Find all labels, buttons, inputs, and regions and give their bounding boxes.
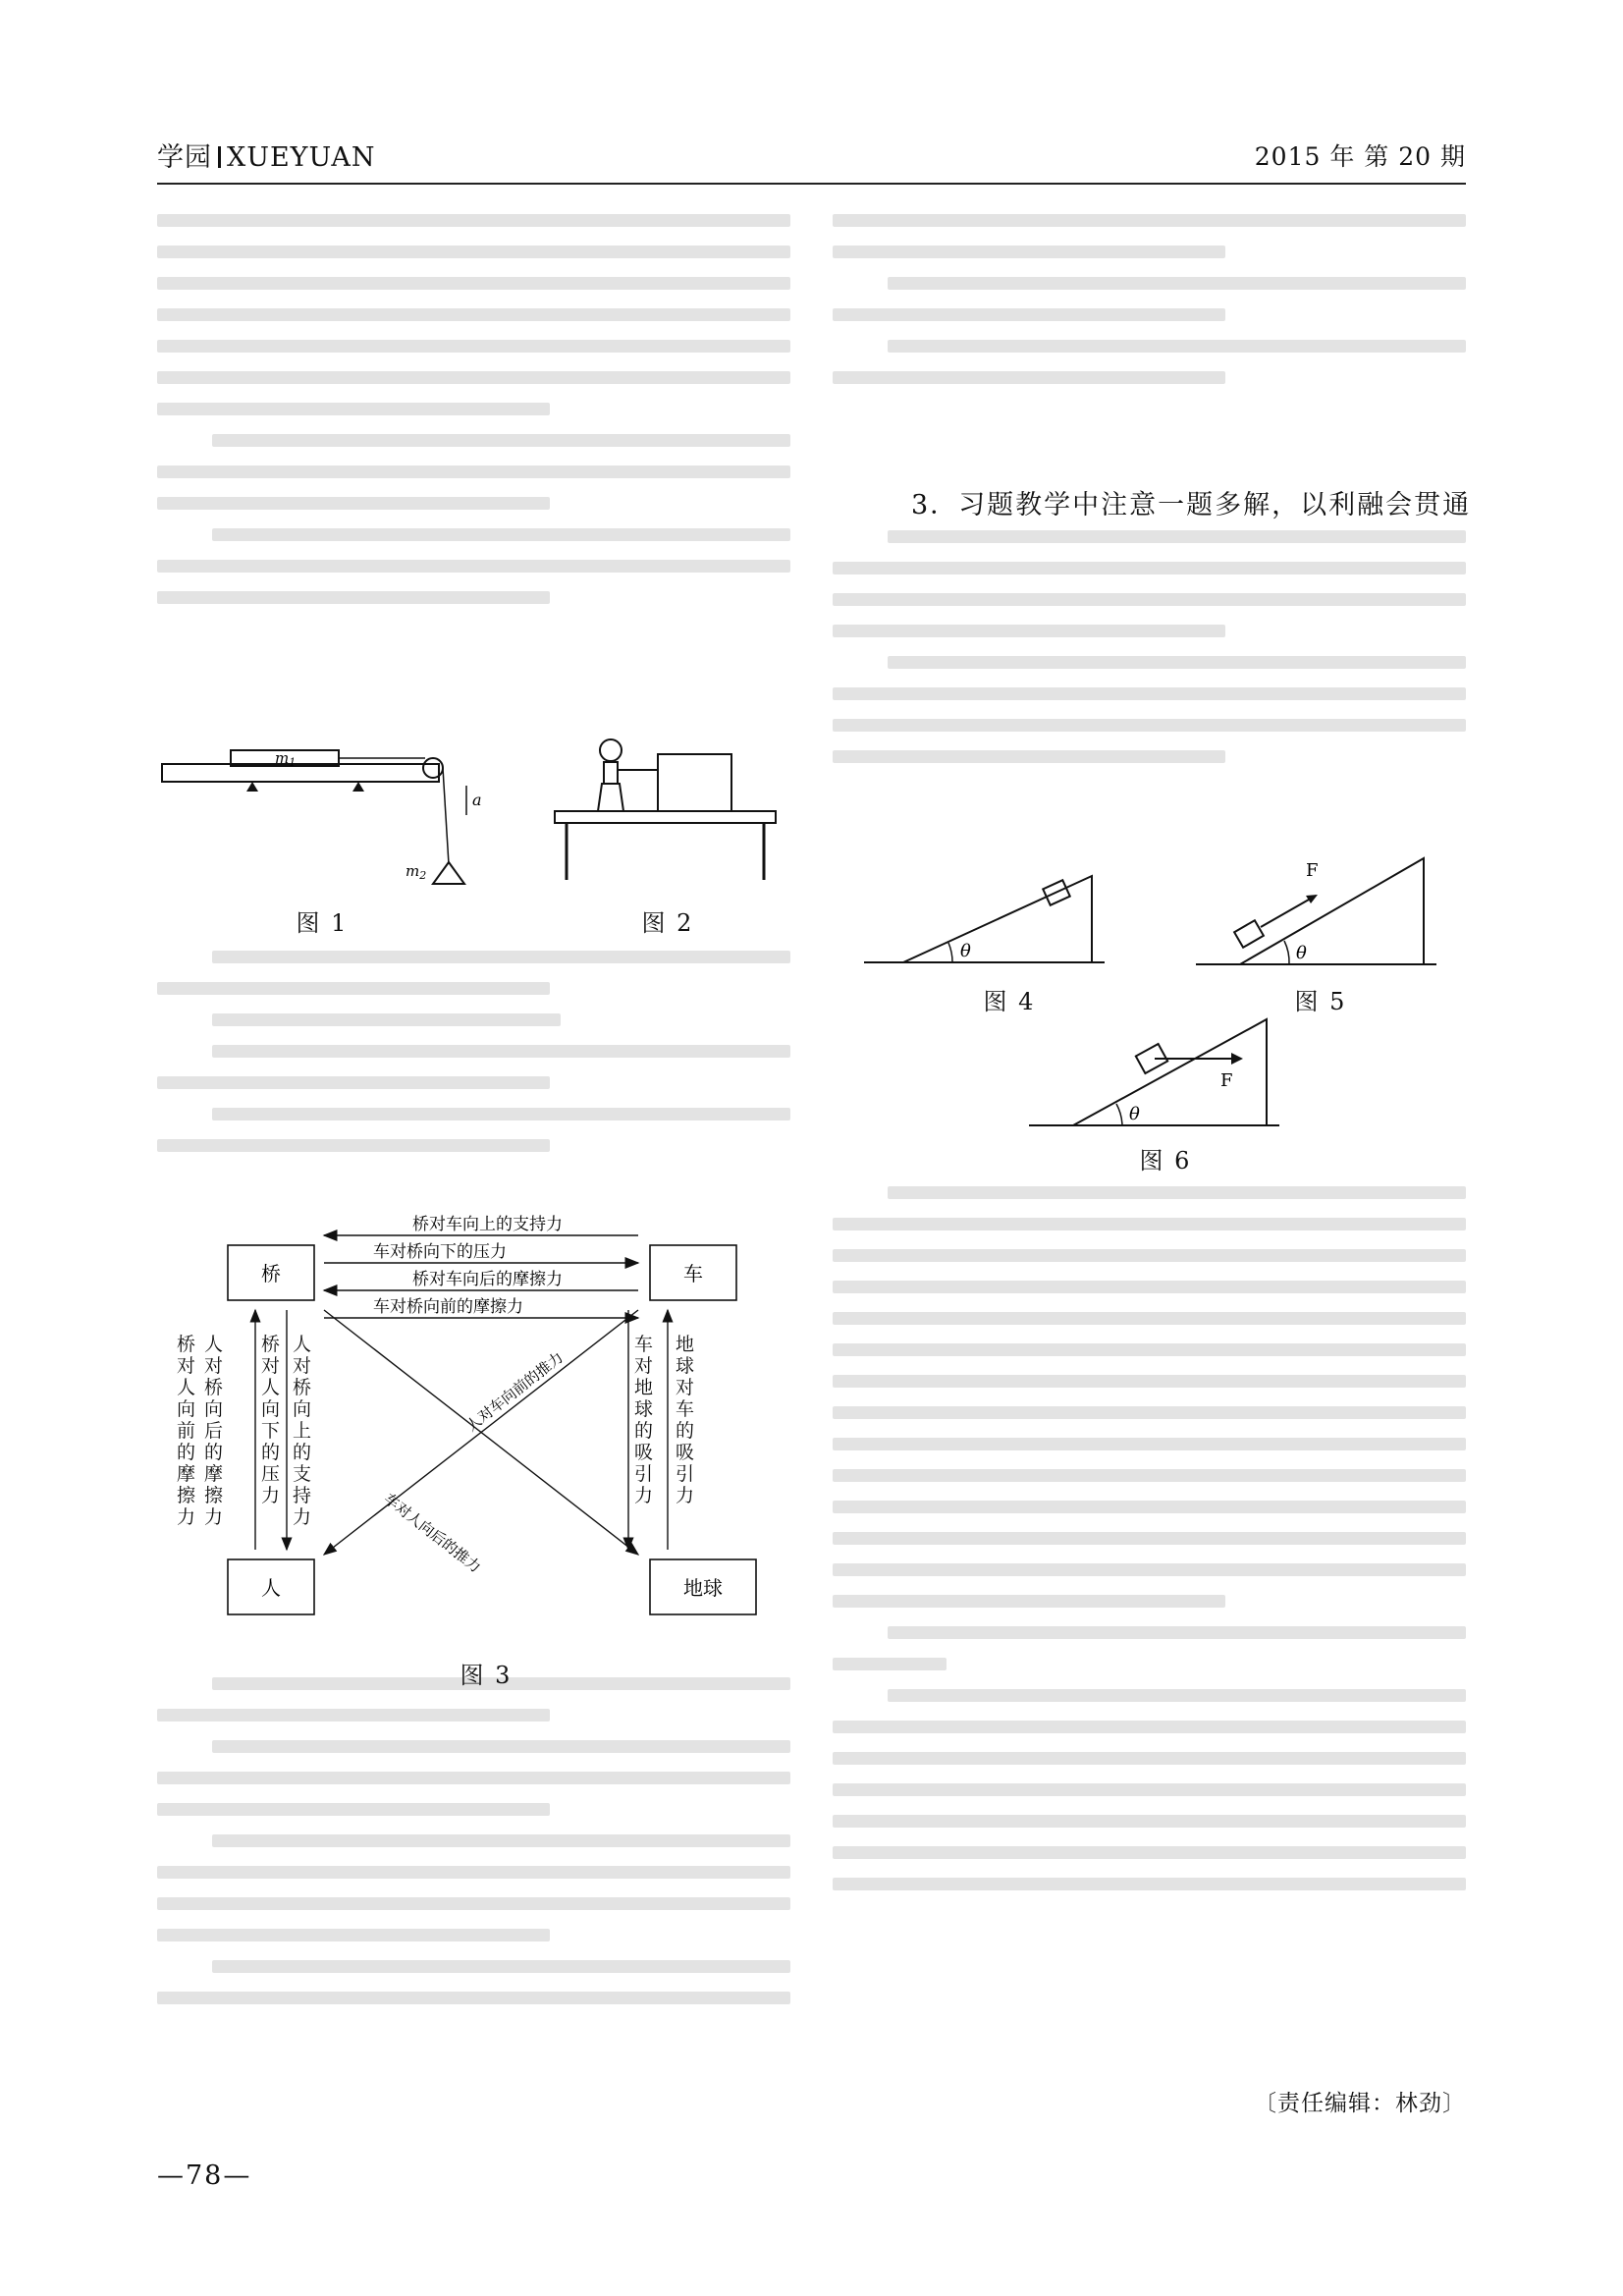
issue-label: 2015 年 第 20 期 [1254,142,1466,171]
left-column [157,196,790,623]
body-paragraph [157,951,790,995]
header-divider [218,146,221,168]
incline [903,876,1092,962]
journal-name-cn: 学园 [157,142,212,173]
body-paragraph [157,1013,790,1026]
figure-6 [1029,1008,1284,1135]
angle-label: θ [960,941,971,961]
force-arrowhead [1306,895,1318,903]
arrow-diag-2-label: 车对人向后的推力 [380,1489,485,1577]
support-right [352,782,364,792]
body-paragraph [157,214,790,415]
body-paragraph [833,340,1466,384]
angle-arc [1284,941,1289,964]
body-paragraph [833,530,1466,637]
cart [658,754,731,811]
section-heading: 3．习题教学中注意一题多解，以利融会贯通 [911,490,1472,520]
block [1234,920,1264,948]
fig3-right-label-1: 车对地球的吸引力 [634,1334,654,1506]
bridge-deck [555,811,776,823]
angle-arc [1116,1104,1122,1125]
force-arrowhead [1231,1053,1243,1065]
arrow-top-1-label: 桥对车向上的支持力 [412,1215,563,1234]
body-paragraph [833,214,1466,258]
figure-3 [177,1216,776,1638]
person-legs [598,784,623,811]
figure-4 [864,864,1109,972]
force-label: F [1306,860,1319,881]
fig3-left-label-3: 桥对人向下的压力 [261,1334,281,1506]
fig3-left-label-4: 人对桥向上的支持力 [293,1334,312,1528]
body-paragraph [833,1186,1466,1608]
box-bridge-label: 桥 [261,1262,281,1285]
block-m2 [433,862,464,884]
body-paragraph [833,656,1466,763]
body-paragraph [157,1045,790,1089]
journal-name [157,136,376,174]
figure-2-drawing [545,735,785,882]
body-paragraph [157,434,790,510]
fig3-right-label-2: 地球对车的吸引力 [676,1334,695,1506]
figure-1 [162,737,482,894]
figure-1-drawing [162,737,482,894]
angle-label: θ [1296,943,1307,963]
force-label: F [1220,1070,1233,1091]
box-cart-label: 车 [683,1262,703,1285]
figure-6-caption: 图 6 [1139,1147,1192,1175]
fig3-left-label-1: 桥对人向前的摩擦力 [177,1334,196,1528]
figure-4-caption: 图 4 [983,988,1036,1015]
force-arrow [1261,896,1316,927]
label-m2: $m_2$ [406,862,427,882]
body-paragraph [157,1960,790,2004]
arrow-top-4-label: 车对桥向前的摩擦力 [373,1297,523,1317]
angle-label: θ [1129,1104,1140,1124]
right-column [833,196,1466,403]
page-number: —78— [157,2160,252,2191]
incline [1240,858,1424,964]
figure-1-caption: 图 1 [296,909,349,937]
figure-6-drawing [1029,1008,1284,1135]
right-column-problems [833,1169,1466,1909]
angle-arc [948,943,952,962]
figure-5-drawing [1196,847,1441,974]
arrow-top-2-label: 车对桥向下的压力 [373,1242,507,1262]
person-body [604,762,618,784]
body-paragraph [157,528,790,604]
header-rule [157,183,1466,185]
editor-note: 〔责任编辑：林劲〕 [1254,2091,1466,2116]
body-paragraph [157,1740,790,1816]
right-column-section3 [833,513,1466,782]
journal-name-en: XUEYUAN [227,142,376,173]
figure-3-caption: 图 3 [460,1662,513,1689]
label-m1: $m_1$ [275,749,297,769]
figure-5-caption: 图 5 [1294,988,1347,1015]
arrow-diag-1-label: 人对车向前的推力 [462,1348,568,1436]
box-earth-label: 地球 [683,1576,723,1600]
figure-5 [1196,847,1441,974]
figure-2 [545,735,785,882]
left-column-bottom [157,1660,790,2023]
hanging-string [443,768,449,864]
incline [1073,1019,1267,1125]
box-person-label: 人 [261,1576,281,1600]
body-paragraph [833,1626,1466,1670]
body-paragraph [157,1834,790,1941]
body-paragraph [833,1689,1466,1890]
support-left [246,782,258,792]
left-column-analysis [157,933,790,1171]
arrow-top-3-label: 桥对车向后的摩擦力 [412,1270,563,1289]
fig3-left-label-2: 人对桥向后的摩擦力 [204,1334,224,1528]
body-paragraph [157,1108,790,1152]
figure-2-caption: 图 2 [641,909,694,937]
body-paragraph [833,277,1466,321]
person-head [600,739,622,761]
label-accel: a [472,791,482,809]
figure-4-drawing [864,864,1109,972]
